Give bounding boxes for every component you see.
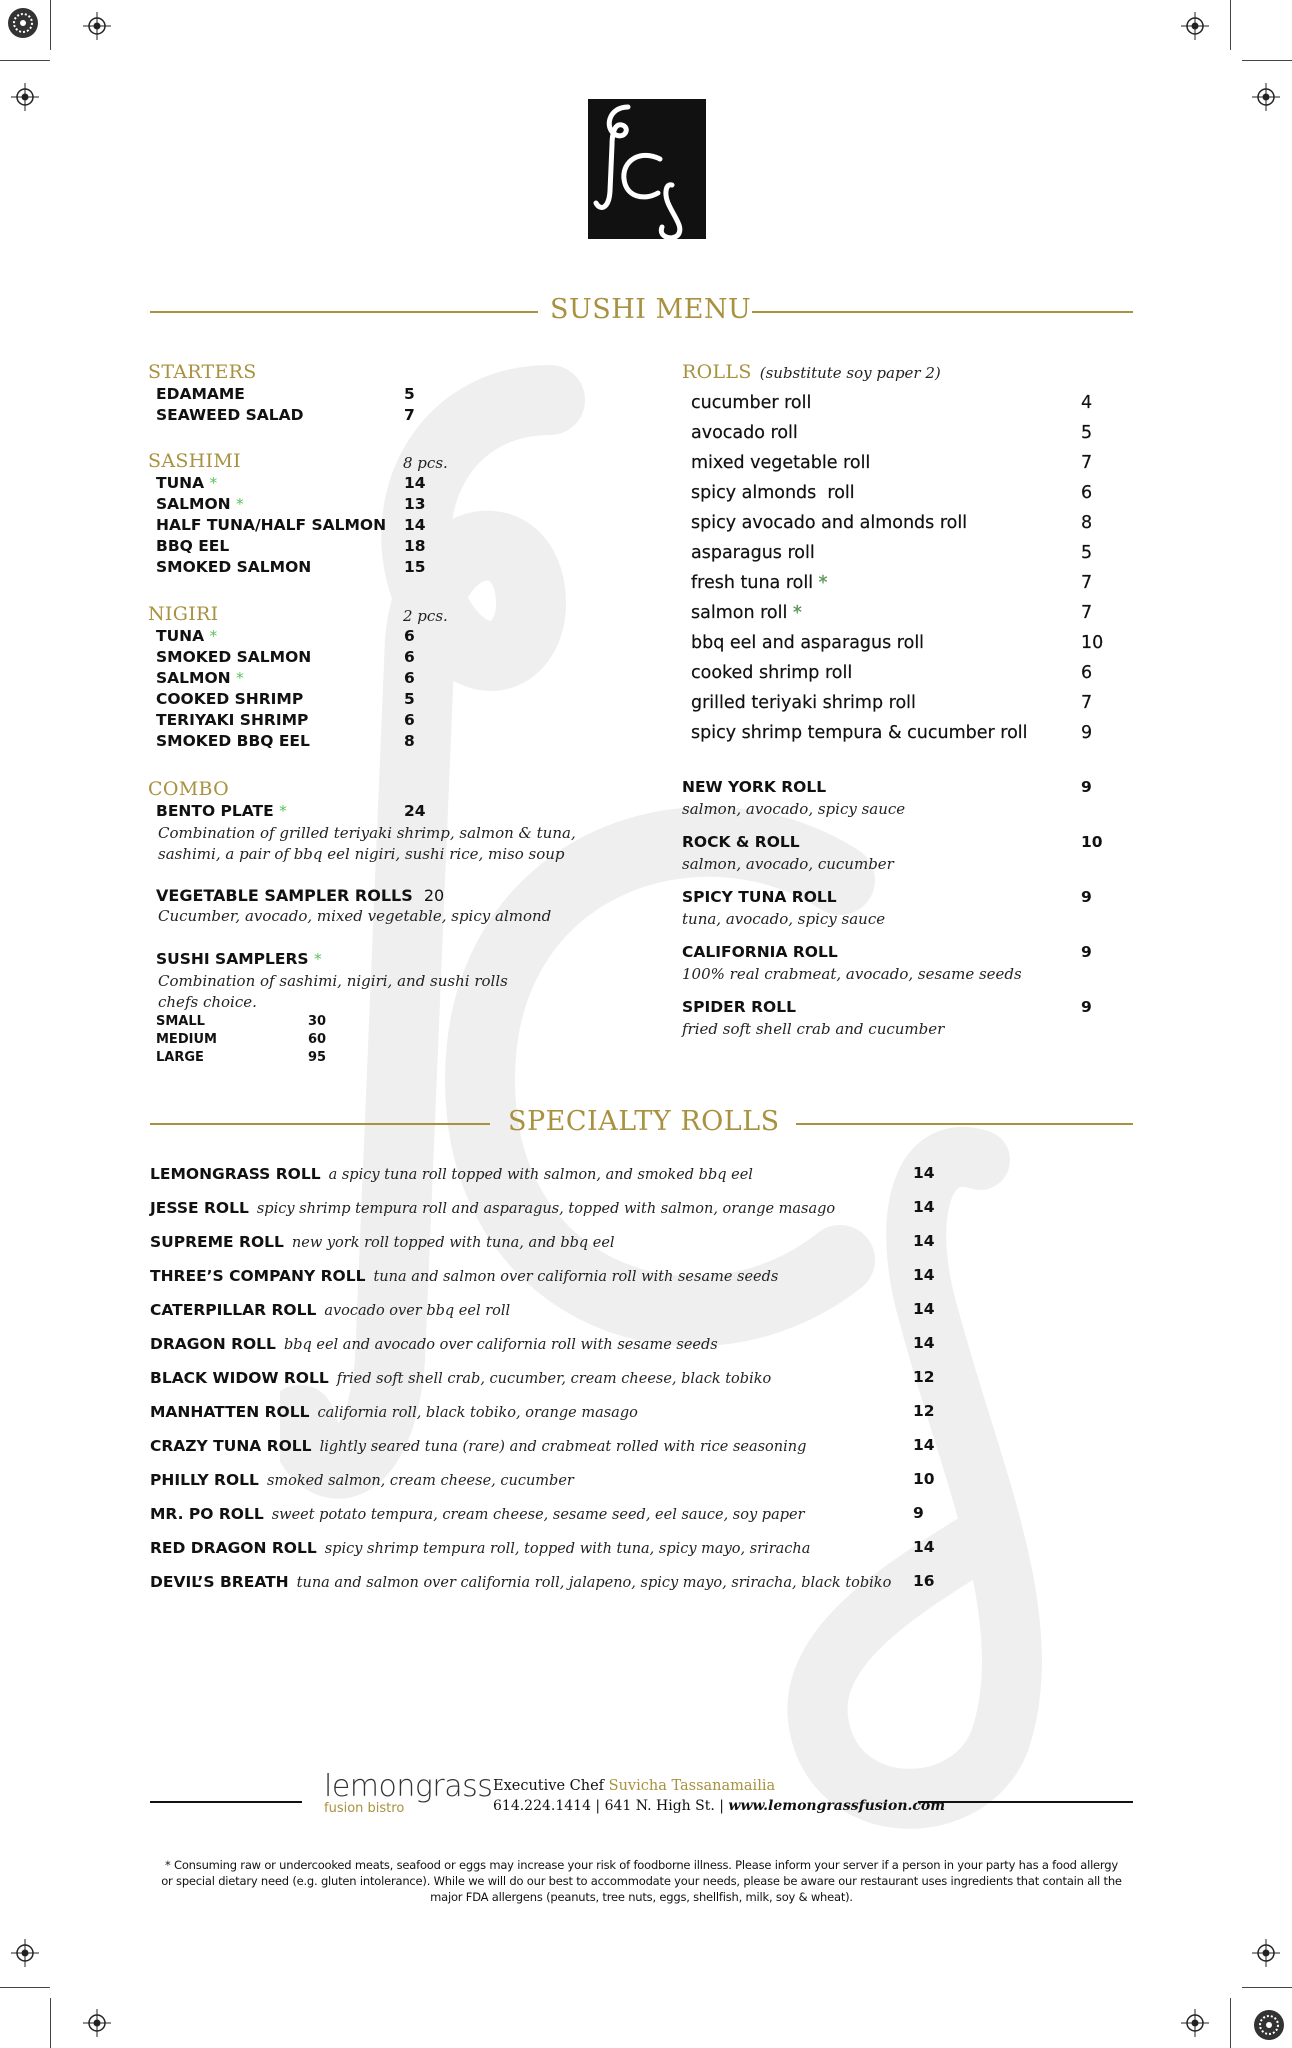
nigiri-note: 2 pcs.: [403, 607, 448, 625]
specialty-name: MR. PO ROLL: [150, 1505, 264, 1523]
menu-item-description: chefs choice.: [158, 993, 257, 1011]
specialty-description: avocado over bbq eel roll: [324, 1303, 511, 1319]
specialty-description: bbq eel and avocado over california roll with sesame seeds: [283, 1337, 718, 1353]
roll-item-price: 4: [1081, 393, 1093, 413]
roll-item-name: bbq eel and asparagus roll: [691, 633, 925, 653]
menu-item-description: Combination of grilled teriyaki shrimp, salmon & tuna,: [158, 824, 576, 842]
roll-special-name: ROCK & ROLL: [682, 833, 800, 851]
menu-item-name: COOKED SHRIMP: [156, 690, 304, 708]
specialty-description: spicy shrimp tempura roll, topped with tuna, spicy mayo, sriracha: [324, 1541, 811, 1557]
logo: [588, 99, 706, 239]
roll-item-name: cooked shrimp roll: [691, 663, 853, 683]
nigiri-heading: NIGIRI: [148, 603, 219, 625]
footer-chef: Executive Chef Suvicha Tassanamailia: [493, 1778, 776, 1794]
roll-item-name: spicy almonds roll: [691, 483, 855, 503]
specialty-price: 14: [913, 1334, 935, 1352]
title-rule-left: [150, 311, 538, 313]
footer-rule-right: [918, 1801, 1133, 1803]
roll-item-price: 6: [1081, 483, 1093, 503]
menu-item-name: EDAMAME: [156, 385, 245, 403]
roll-item-price: 8: [1081, 513, 1093, 533]
specialty-name: DRAGON ROLL: [150, 1335, 276, 1353]
menu-item-price: 14: [404, 474, 426, 492]
menu-item-description: sashimi, a pair of bbq eel nigiri, sushi rice, miso soup: [158, 845, 565, 863]
specialty-description: a spicy tuna roll topped with salmon, and smoked bbq eel: [328, 1167, 753, 1183]
roll-special-price: 9: [1081, 778, 1092, 796]
specialty-name: MANHATTEN ROLL: [150, 1403, 310, 1421]
specialty-price: 14: [913, 1164, 935, 1182]
roll-special-description: salmon, avocado, cucumber: [682, 855, 894, 873]
logo-monogram-icon: [588, 99, 706, 239]
menu-item-name: SMOKED SALMON: [156, 558, 312, 576]
specialty-description: lightly seared tuna (rare) and crabmeat rolled with rice seasoning: [319, 1439, 807, 1455]
roll-special-name: SPICY TUNA ROLL: [682, 888, 837, 906]
roll-special-price: 9: [1081, 888, 1092, 906]
website-link: www.lemongrassfusion.com: [728, 1798, 946, 1814]
menu-item-name: BENTO PLATE *: [156, 802, 287, 820]
registration-mark-icon: [1181, 2009, 1209, 2037]
specialty-name: CATERPILLAR ROLL: [150, 1301, 317, 1319]
menu-item-name: TERIYAKI SHRIMP: [156, 711, 309, 729]
roll-item-price: 10: [1081, 633, 1104, 653]
roll-item-name: grilled teriyaki shrimp roll: [691, 693, 916, 713]
registration-mark-icon: [11, 1939, 39, 1967]
raw-warning-icon: *: [209, 474, 218, 492]
specialty-row: [150, 1572, 891, 1591]
menu-item-name: BBQ EEL: [156, 537, 230, 555]
size-label: LARGE: [156, 1050, 204, 1065]
menu-item-price: 5: [404, 690, 415, 708]
disclaimer-line: or special dietary need (e.g. gluten intolerance). While we will do our best to accommodate your needs, please be aware our restaurant uses ingredients that contain all the: [161, 1874, 1122, 1888]
menu-item-name: HALF TUNA/HALF SALMON: [156, 516, 387, 534]
roll-special-description: fried soft shell crab and cucumber: [682, 1020, 945, 1038]
specialty-row: [150, 1300, 510, 1319]
specialty-row: [150, 1504, 805, 1523]
specialty-name: JESSE ROLL: [150, 1199, 249, 1217]
roll-item-price: 9: [1081, 723, 1093, 743]
crop-mark-icon: [1252, 2008, 1286, 2042]
rolls-header: [682, 361, 941, 383]
rolls-heading: ROLLS: [682, 361, 752, 383]
specialty-price: 14: [913, 1232, 935, 1250]
roll-special-description: 100% real crabmeat, avocado, sesame seeds: [682, 965, 1022, 983]
footer-brand: [324, 1769, 493, 1816]
size-price: 60: [308, 1032, 327, 1047]
roll-special-description: salmon, avocado, spicy sauce: [682, 800, 906, 818]
rolls-note: (substitute soy paper 2): [759, 364, 941, 382]
crop-line: [50, 1998, 51, 2048]
sashimi-heading: SASHIMI: [148, 450, 241, 472]
specialty-description: tuna and salmon over california roll, jalapeno, spicy mayo, sriracha, black tobiko: [296, 1575, 892, 1591]
disclaimer-line: * Consuming raw or undercooked meats, seafood or eggs may increase your risk of foodborne illness. Please inform your server if a person in your party has a food allergy: [165, 1858, 1118, 1872]
specialty-description: new york roll topped with tuna, and bbq eel: [291, 1235, 615, 1251]
menu-item-name: VEGETABLE SAMPLER ROLLS 20: [156, 886, 445, 905]
disclaimer-line: major FDA allergens (peanuts, tree nuts, eggs, shellfish, milk, soy & wheat).: [430, 1890, 853, 1904]
menu-item-description: Combination of sashimi, nigiri, and sushi rolls: [158, 972, 508, 990]
menu-item-price: 14: [404, 516, 426, 534]
roll-item-name: avocado roll: [691, 423, 798, 443]
menu-item-price: 24: [404, 802, 426, 820]
disclaimer: [150, 1857, 1133, 1905]
specialty-price: 14: [913, 1198, 935, 1216]
menu-item-description: Cucumber, avocado, mixed vegetable, spicy almond: [158, 907, 552, 925]
starters-heading: STARTERS: [148, 361, 257, 383]
footer-contact: 614.224.1414 | 641 N. High St. | www.lemongrassfusion.com: [493, 1798, 946, 1814]
menu-item-name: SALMON *: [156, 669, 244, 687]
specialty-row: [150, 1334, 718, 1353]
specialty-row: [150, 1164, 753, 1183]
roll-special-price: 9: [1081, 943, 1092, 961]
specialty-row: [150, 1266, 778, 1285]
roll-item-name: mixed vegetable roll: [691, 453, 871, 473]
specialty-rule-left: [150, 1123, 490, 1125]
roll-item-name: fresh tuna roll *: [691, 573, 828, 593]
menu-item-price: 6: [404, 648, 415, 666]
registration-mark-icon: [1181, 12, 1209, 40]
menu-item-price: 8: [404, 732, 415, 750]
specialty-price: 14: [913, 1436, 935, 1454]
crop-line: [1230, 0, 1231, 50]
menu-item-price: 18: [404, 537, 426, 555]
roll-item-price: 5: [1081, 423, 1093, 443]
menu-item-price: 6: [404, 711, 415, 729]
size-label: SMALL: [156, 1014, 205, 1029]
roll-special-name: SPIDER ROLL: [682, 998, 796, 1016]
raw-warning-icon: *: [236, 669, 244, 687]
registration-mark-icon: [1252, 83, 1280, 111]
specialty-price: 14: [913, 1300, 935, 1318]
roll-special-name: NEW YORK ROLL: [682, 778, 827, 796]
raw-warning-icon: *: [279, 802, 287, 820]
menu-item-price: 7: [404, 406, 415, 424]
roll-special-price: 10: [1081, 833, 1103, 851]
brand-subtitle: fusion bistro: [324, 1801, 405, 1816]
roll-special-description: tuna, avocado, spicy sauce: [682, 910, 886, 928]
registration-mark-icon: [11, 83, 39, 111]
specialty-row: [150, 1232, 615, 1251]
menu-item-price: 6: [404, 627, 415, 645]
specialty-description: california roll, black tobiko, orange masago: [317, 1405, 638, 1421]
roll-special-name: CALIFORNIA ROLL: [682, 943, 838, 961]
menu-item-price: 15: [404, 558, 426, 576]
specialty-description: tuna and salmon over california roll with sesame seeds: [373, 1269, 779, 1285]
raw-warning-icon: *: [792, 603, 802, 623]
roll-item-price: 7: [1081, 693, 1093, 713]
specialty-row: [150, 1198, 835, 1217]
specialty-description: smoked salmon, cream cheese, cucumber: [266, 1473, 574, 1489]
specialty-name: LEMONGRASS ROLL: [150, 1165, 321, 1183]
specialty-name: SUPREME ROLL: [150, 1233, 284, 1251]
specialty-name: DEVIL’S BREATH: [150, 1573, 289, 1591]
specialty-title: SPECIALTY ROLLS: [508, 1106, 780, 1137]
registration-mark-icon: [83, 12, 111, 40]
roll-item-price: 7: [1081, 573, 1093, 593]
title-rule-right: [752, 311, 1133, 313]
roll-item-name: cucumber roll: [691, 393, 812, 413]
menu-item-name: SEAWEED SALAD: [156, 406, 304, 424]
crop-line: [0, 60, 50, 61]
specialty-price: 9: [913, 1504, 924, 1522]
roll-item-price: 5: [1081, 543, 1093, 563]
menu-item-name: TUNA *: [156, 474, 218, 492]
specialty-price: 16: [913, 1572, 935, 1590]
size-label: MEDIUM: [156, 1032, 217, 1047]
roll-item-name: spicy shrimp tempura & cucumber roll: [691, 723, 1028, 743]
menu-item-price: 5: [404, 385, 415, 403]
crop-line: [50, 0, 51, 50]
crop-line: [1242, 60, 1292, 61]
roll-item-price: 7: [1081, 603, 1093, 623]
roll-item-price: 6: [1081, 663, 1093, 683]
specialty-price: 10: [913, 1470, 935, 1488]
menu-item-price: 6: [404, 669, 415, 687]
crop-line: [1242, 1987, 1292, 1988]
brand-name: lemongrass: [324, 1769, 493, 1804]
specialty-row: [150, 1368, 771, 1387]
menu-item-name: SUSHI SAMPLERS *: [156, 950, 322, 968]
specialty-name: BLACK WIDOW ROLL: [150, 1369, 329, 1387]
specialty-price: 12: [913, 1368, 935, 1386]
roll-special-price: 9: [1081, 998, 1092, 1016]
menu-item-name: TUNA *: [156, 627, 218, 645]
menu-item-name: SMOKED BBQ EEL: [156, 732, 310, 750]
specialty-price: 12: [913, 1402, 935, 1420]
page-title: SUSHI MENU: [550, 294, 752, 325]
roll-item-name: salmon roll *: [691, 603, 802, 623]
specialty-row: [150, 1538, 810, 1557]
specialty-name: PHILLY ROLL: [150, 1471, 259, 1489]
specialty-description: sweet potato tempura, cream cheese, sesame seed, eel sauce, soy paper: [271, 1507, 805, 1523]
registration-mark-icon: [83, 2009, 111, 2037]
specialty-price: 14: [913, 1538, 935, 1556]
specialty-description: spicy shrimp tempura roll and asparagus, topped with salmon, orange masago: [256, 1201, 836, 1217]
specialty-row: [150, 1402, 638, 1421]
size-price: 30: [308, 1014, 327, 1029]
specialty-description: fried soft shell crab, cucumber, cream cheese, black tobiko: [336, 1371, 772, 1387]
raw-warning-icon: *: [313, 950, 322, 968]
specialty-row: [150, 1470, 574, 1489]
roll-item-price: 7: [1081, 453, 1093, 473]
size-price: 95: [308, 1050, 327, 1065]
specialty-name: CRAZY TUNA ROLL: [150, 1437, 312, 1455]
raw-warning-icon: *: [236, 495, 244, 513]
chef-name: Suvicha Tassanamailia: [608, 1778, 776, 1794]
crop-line: [0, 1987, 50, 1988]
specialty-name: THREE’S COMPANY ROLL: [150, 1267, 366, 1285]
menu-item-price: 13: [404, 495, 426, 513]
specialty-rule-right: [796, 1123, 1133, 1125]
crop-mark-icon: [6, 6, 40, 40]
specialty-name: RED DRAGON ROLL: [150, 1539, 317, 1557]
raw-warning-icon: *: [818, 573, 828, 593]
combo-heading: COMBO: [148, 778, 229, 800]
sashimi-note: 8 pcs.: [403, 454, 448, 472]
footer-rule-left: [150, 1801, 302, 1803]
crop-line: [1230, 1998, 1231, 2048]
specialty-row: [150, 1436, 806, 1455]
registration-mark-icon: [1252, 1939, 1280, 1967]
roll-item-name: asparagus roll: [691, 543, 815, 563]
menu-item-name: SALMON *: [156, 495, 244, 513]
specialty-price: 14: [913, 1266, 935, 1284]
raw-warning-icon: *: [209, 627, 218, 645]
menu-item-name: SMOKED SALMON: [156, 648, 312, 666]
roll-item-name: spicy avocado and almonds roll: [691, 513, 968, 533]
